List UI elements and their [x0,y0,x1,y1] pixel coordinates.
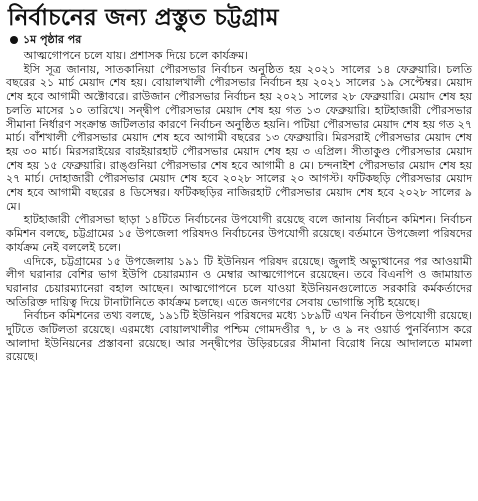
continued-from-label [10,33,472,47]
article-headline: নির্বাচনের জন্য প্রস্তুত চট্টগ্রাম [8,5,279,31]
article-paragraph: আত্মগোপনে চলে যায়। প্রশাসক দিয়ে চলে কার্যক্রম। [23,49,249,62]
article-paragraph: এদিকে, চট্টগ্রামের ১৫ উপজেলায় ১৯১ টি ইউনিয়ন পরিষদ রয়েছে। জুলাই অভ্যুত্থানের পর আওয়ামী লীগ ঘরানার বেশির ভাগ ইউপি চেয়ারম্যান ও মেম্বার আত্মগোপনে রয়েছেন। তবে বিএনপি ও জামায়াত ঘরানার চেয়ারম্যানেরা বহাল আছেন। আত্মগোপনে চলে যাওয়া ইউনিয়নগুলোতে সরকারি কর্মকর্তাদের অতিরিক্ত দায়িত্ব দিয়ে টানাটানিতে কার্যক্রম চলছে। এতে জনগণের সেবায় ভোগান্তি সৃষ্টি হয়েছে। [6,254,472,309]
article-paragraph: ইসি সূত্র জানায়, সাতকানিয়া পৌরসভার নির্বাচন অনুষ্ঠিত হয় ২০২১ সালের ১৪ ফেব্রুয়ারি। চলতি বছরের ২১ মার্চ মেয়াদ শেষ হয়। বোয়ালখালী পৌরসভার নির্বাচন হয় ২০২১ সালের ১৯ সেপ্টেম্বর। মেয়াদ শেষ হবে আগামী অক্টোবরে। রাউজান পৌরসভার নির্বাচন হয় ২০২১ সালের ২৮ ফেব্রুয়ারি। মেয়াদ শেষ হয় চলতি মাসের ১০ তারিখে। সন্দ্বীপ পৌরসভার মেয়াদ শেষ হয় গত ১৩ ফেব্রুয়ারি। হাটহাজারী পৌরসভার সীমানা নির্ধারণ সংক্রান্ত জটিলতার কারণে নির্বাচন অনুষ্ঠিত হয়নি। পটিয়া পৌরসভার মেয়াদ শেষ হয় গত ২৭ মার্চ। বাঁশখালী পৌরসভার মেয়াদ শেষ হবে আগামী বছরের ১৩ ফেব্রুয়ারি। মিরসরাই পৌরসভার মেয়াদ শেষ হয় ৩০ মার্চ। মিরসরাইয়ের বারইয়ারহাট পৌরসভার মেয়াদ শেষ হয় ৩ এপ্রিল। সীতাকুণ্ড পৌরসভার মেয়াদ শেষ হয় ১৫ ফেব্রুয়ারি। রাঙ্গুনিয়া পৌরসভার শেষ হবে আগামী ৪ মে। চন্দনাইশ পৌরসভার মেয়াদ শেষ হয় ২৭ মার্চ। দোহাজারী পৌরসভার মেয়াদ শেষ হবে ২০২৮ সালের ২০ আগস্ট। ফটিকছড়ি পৌরসভার মেয়াদ শেষ হবে আগামী বছরের ৪ ডিসেম্বর। ফটিকছড়ির নাজিরহাট পৌরসভার মেয়াদ শেষ হবে ২০২৮ সালের ৯ মে। [6,62,472,213]
article-paragraph: হাটহাজারী পৌরসভা ছাড়া ১৪টিতে নির্বাচনের উপযোগী রয়েছে বলে জানায় নির্বাচন কমিশন। নির্বাচন কমিশন বলছে, চট্টগ্রামের ১৫ উপজেলা পরিষদও নির্বাচনের উপযোগী রয়েছে। বর্তমানে উপজেলা পরিষদের কার্যক্রম নেই বললেই চলে। [6,213,472,254]
continued-text: ১ম পৃষ্ঠার পর [23,33,82,46]
article-paragraph: নির্বাচন কমিশনের তথ্য বলছে, ১৯১টি ইউনিয়ন পরিষদের মধ্যে ১৮৯টি এখন নির্বাচন উপযোগী রয়েছে। দুটিতে জটিলতা রয়েছে। এরমধ্যে বোয়ালখালীর পশ্চিম গোমদণ্ডীর ৭, ৮ ও ৯ নং ওয়ার্ড পুনর্বিন্যাস করে আলাদা ইউনিয়নের প্রস্তাবনা রয়েছে। আর সন্দ্বীপের উড়িরচরের সীমানা বিরোধ নিয়ে আদালতে মামলা রয়েছে। [6,309,472,364]
article-body [6,49,472,364]
bullet-dot-icon [10,36,18,44]
